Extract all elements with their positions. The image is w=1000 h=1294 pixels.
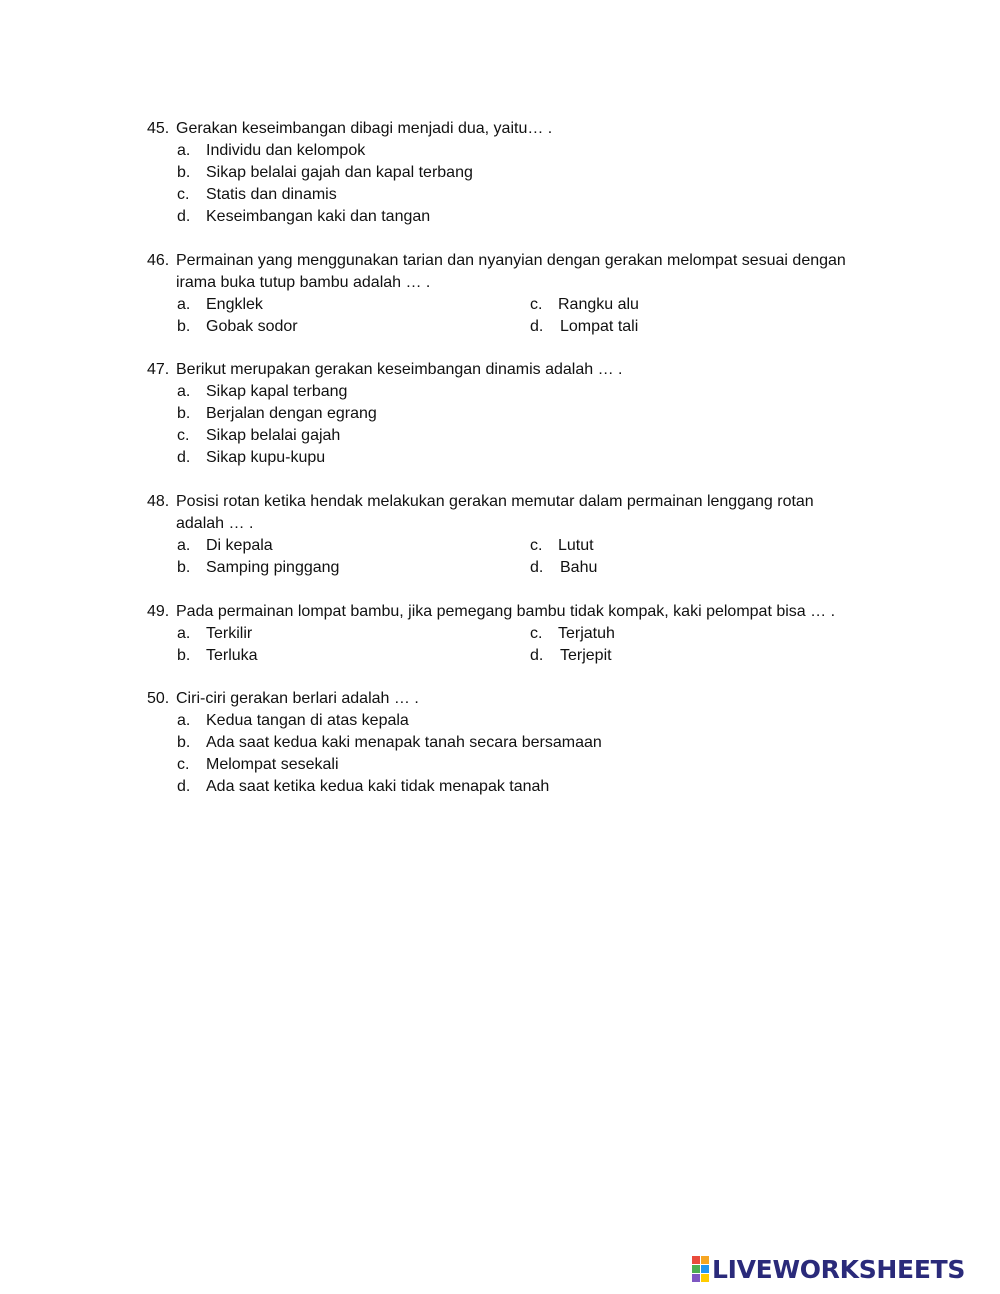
- question-45: [147, 118, 887, 228]
- option-text: Individu dan kelompok: [206, 142, 366, 159]
- option-text: Kedua tangan di atas kepala: [206, 712, 409, 729]
- option-text: Keseimbangan kaki dan tangan: [206, 208, 431, 225]
- logo-text: LIVEWORKSHEETS: [712, 1254, 966, 1284]
- question-text: Pada permainan lompat bambu, jika pemegang bambu tidak kompak, kaki pelompat bisa … .: [176, 603, 836, 620]
- question-47: [147, 359, 887, 469]
- question-line: [147, 272, 887, 294]
- question-46: [147, 250, 887, 338]
- logo-mark-icon: [692, 1256, 709, 1282]
- option-row: [147, 140, 887, 162]
- option-row: [147, 447, 887, 469]
- question-line: [147, 688, 887, 710]
- option-text: Gobak sodor: [206, 318, 298, 335]
- option-letter: d.: [530, 318, 544, 335]
- question-number: 48.: [147, 493, 170, 510]
- question-number: 49.: [147, 603, 170, 620]
- option-text: Rangku alu: [558, 296, 639, 313]
- option-text: Ada saat kedua kaki menapak tanah secara bersamaan: [206, 734, 602, 751]
- question-line: [147, 250, 887, 272]
- option-text: Engklek: [206, 296, 263, 313]
- option-text: Sikap belalai gajah dan kapal terbang: [206, 164, 473, 181]
- option-text: Melompat sesekali: [206, 756, 339, 773]
- option-letter: a.: [177, 625, 191, 642]
- question-50: [147, 688, 887, 798]
- option-row: [147, 316, 887, 338]
- option-row: [147, 732, 887, 754]
- option-text: Lompat tali: [560, 318, 639, 335]
- option-text: Di kepala: [206, 537, 273, 554]
- option-row: [147, 184, 887, 206]
- question-text: irama buka tutup bambu adalah … .: [176, 274, 431, 291]
- option-row: [147, 425, 887, 447]
- question-text: Posisi rotan ketika hendak melakukan gerakan memutar dalam permainan lenggang rotan: [176, 493, 814, 510]
- option-text: Terluka: [206, 647, 258, 664]
- option-letter: d.: [177, 208, 191, 225]
- option-row: [147, 623, 887, 645]
- question-line: [147, 491, 887, 513]
- question-line: [147, 513, 887, 535]
- option-text: Terkilir: [206, 625, 253, 642]
- question-number: 46.: [147, 252, 170, 269]
- option-text: Terjepit: [560, 647, 612, 664]
- option-letter: d.: [177, 778, 191, 795]
- question-text: Berikut merupakan gerakan keseimbangan dinamis adalah … .: [176, 361, 623, 378]
- question-48: [147, 491, 887, 579]
- question-number: 45.: [147, 120, 170, 137]
- question-line: [147, 601, 887, 623]
- option-row: [147, 403, 887, 425]
- option-row: [147, 206, 887, 228]
- option-letter: d.: [530, 647, 544, 664]
- question-number: 47.: [147, 361, 170, 378]
- option-row: [147, 710, 887, 732]
- option-text: Sikap kapal terbang: [206, 383, 348, 400]
- option-text: Lutut: [558, 537, 594, 554]
- option-letter: a.: [177, 142, 191, 159]
- option-text: Berjalan dengan egrang: [206, 405, 377, 422]
- question-line: [147, 118, 887, 140]
- option-letter: b.: [177, 734, 191, 751]
- option-letter: c.: [530, 296, 543, 313]
- option-text: Bahu: [560, 559, 598, 576]
- option-letter: d.: [530, 559, 544, 576]
- option-letter: a.: [177, 537, 191, 554]
- option-letter: a.: [177, 712, 191, 729]
- question-text: adalah … .: [176, 515, 254, 532]
- option-letter: a.: [177, 383, 191, 400]
- question-text: Ciri-ciri gerakan berlari adalah … .: [176, 690, 419, 707]
- option-text: Ada saat ketika kedua kaki tidak menapak tanah: [206, 778, 550, 795]
- option-letter: d.: [177, 449, 191, 466]
- option-letter: c.: [177, 427, 190, 444]
- option-letter: b.: [177, 559, 191, 576]
- option-row: [147, 162, 887, 184]
- option-letter: c.: [530, 537, 543, 554]
- question-line: [147, 359, 887, 381]
- option-row: [147, 645, 887, 667]
- option-row: [147, 381, 887, 403]
- option-letter: c.: [177, 756, 190, 773]
- option-row: [147, 535, 887, 557]
- option-text: Statis dan dinamis: [206, 186, 337, 203]
- option-letter: b.: [177, 164, 191, 181]
- liveworksheets-logo[interactable]: [692, 1254, 988, 1284]
- option-letter: b.: [177, 405, 191, 422]
- question-text: Gerakan keseimbangan dibagi menjadi dua, yaitu… .: [176, 120, 553, 137]
- option-text: Sikap kupu-kupu: [206, 449, 326, 466]
- option-letter: c.: [177, 186, 190, 203]
- option-text: Samping pinggang: [206, 559, 340, 576]
- option-row: [147, 557, 887, 579]
- option-row: [147, 294, 887, 316]
- question-number: 50.: [147, 690, 170, 707]
- option-row: [147, 754, 887, 776]
- question-49: [147, 601, 887, 667]
- option-letter: a.: [177, 296, 191, 313]
- option-text: Sikap belalai gajah: [206, 427, 341, 444]
- option-letter: b.: [177, 647, 191, 664]
- option-letter: c.: [530, 625, 543, 642]
- option-row: [147, 776, 887, 798]
- option-letter: b.: [177, 318, 191, 335]
- option-text: Terjatuh: [558, 625, 615, 642]
- question-text: Permainan yang menggunakan tarian dan nyanyian dengan gerakan melompat sesuai dengan: [176, 252, 846, 269]
